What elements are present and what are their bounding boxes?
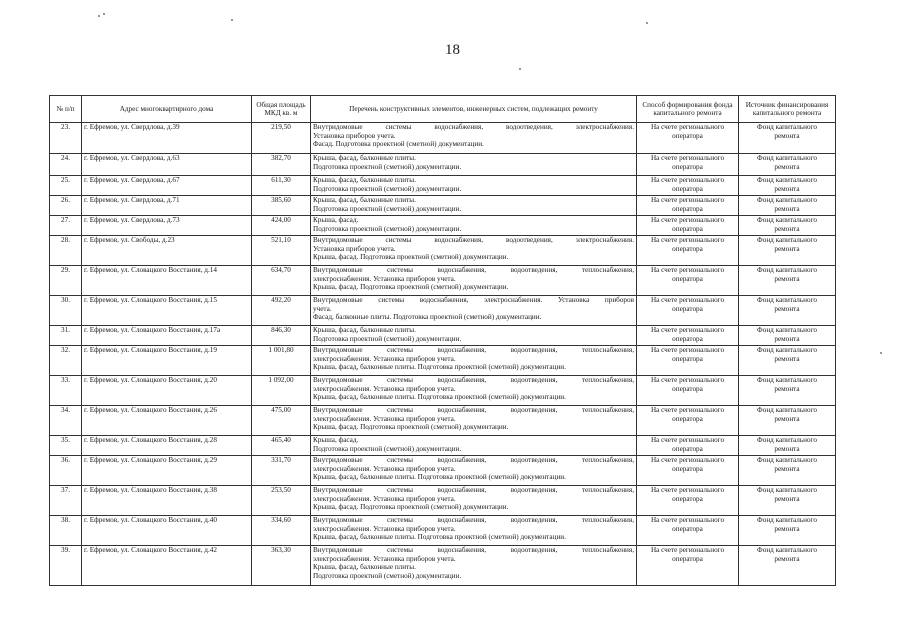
row-number: 32. [50, 346, 82, 376]
header-source: Источник финансирования капитального ремонта [739, 96, 836, 123]
work-line: Подготовка проектной (сметной) документации. [313, 162, 462, 171]
row-number: 37. [50, 486, 82, 516]
row-source [739, 266, 836, 296]
row-works [311, 376, 637, 406]
work-line: Внутридомовые системы водоснабжения, водоотведения, теплоснабжения, [313, 546, 634, 554]
method-line: На счете регионального [650, 346, 725, 354]
row-area: 424,00 [252, 216, 311, 236]
table-row [50, 266, 836, 296]
row-works [311, 346, 637, 376]
row-area: 634,70 [252, 266, 311, 296]
row-area: 1 092,00 [252, 376, 311, 406]
source-line: Фонд капитального [757, 406, 817, 414]
table-row [50, 436, 836, 456]
source-line: Фонд капитального [757, 236, 817, 244]
scan-speck [880, 352, 882, 354]
source-line: ремонта [774, 554, 800, 563]
row-address: г. Ефремов, ул. Словацкого Восстания, д.17а [82, 326, 252, 346]
table-row [50, 516, 836, 546]
row-source [739, 154, 836, 176]
row-area: 846,30 [252, 326, 311, 346]
method-line: оператора [672, 304, 703, 313]
row-works [311, 516, 637, 546]
table-row [50, 296, 836, 326]
source-line: ремонта [774, 244, 800, 253]
row-number: 31. [50, 326, 82, 346]
work-line: Крыша, фасад. Подготовка проектной (сметной) документации. [313, 253, 509, 261]
work-line: Внутридомовые системы водоснабжения, водоотведения, теплоснабжения, [313, 266, 634, 274]
source-line: ремонта [774, 184, 800, 193]
method-line: оператора [672, 354, 703, 363]
source-line: Фонд капитального [757, 123, 817, 131]
row-method [637, 456, 739, 486]
scan-speck [231, 19, 233, 21]
method-line: оператора [672, 524, 703, 533]
work-line: Крыша, фасад, балконные плиты. [313, 196, 416, 204]
row-address: г. Ефремов, ул. Словацкого Восстания, д.19 [82, 346, 252, 376]
scan-speck [98, 15, 100, 17]
row-address: г. Ефремов, ул. Свердлова, д.67 [82, 176, 252, 196]
header-num: № п/п [50, 96, 82, 123]
source-line: ремонта [774, 414, 800, 423]
work-line: Крыша, фасад, балконные плиты. Подготовка проектной (сметной) документации. [313, 533, 566, 541]
row-number: 39. [50, 546, 82, 586]
work-line: электроснабжения. Установка приборов учета. [313, 554, 456, 563]
table-row [50, 196, 836, 216]
row-area: 611,30 [252, 176, 311, 196]
work-line: Крыша, фасад, балконные плиты. [313, 563, 416, 571]
method-line: На счете регионального [650, 486, 725, 494]
method-line: На счете регионального [650, 236, 725, 244]
row-area: 253,50 [252, 486, 311, 516]
work-line: Крыша, фасад, балконные плиты. Подготовка проектной (сметной) документации. [313, 363, 566, 371]
row-works [311, 216, 637, 236]
row-address: г. Ефремов, ул. Словацкого Восстания, д.38 [82, 486, 252, 516]
row-address: г. Ефремов, ул. Свободы, д.23 [82, 236, 252, 266]
work-line: Подготовка проектной (сметной) документации. [313, 571, 462, 580]
row-number: 30. [50, 296, 82, 326]
row-source [739, 236, 836, 266]
source-line: Фонд капитального [757, 216, 817, 224]
row-method [637, 154, 739, 176]
source-line: Фонд капитального [757, 456, 817, 464]
source-line: Фонд капитального [757, 486, 817, 494]
row-works [311, 266, 637, 296]
source-line: Фонд капитального [757, 376, 817, 384]
work-line: Внутридомовые системы водоснабжения, водоотведения, теплоснабжения, [313, 516, 634, 524]
method-line: На счете регионального [650, 406, 725, 414]
row-address: г. Ефремов, ул. Словацкого Восстания, д.14 [82, 266, 252, 296]
method-line: На счете регионального [650, 123, 725, 131]
row-source [739, 346, 836, 376]
row-method [637, 486, 739, 516]
row-address: г. Ефремов, ул. Словацкого Восстания, д.40 [82, 516, 252, 546]
row-area: 521,10 [252, 236, 311, 266]
method-line: На счете регионального [650, 326, 725, 334]
row-works [311, 176, 637, 196]
header-method: Способ формирования фонда капитального ремонта [637, 96, 739, 123]
work-line: электроснабжения. Установка приборов учета. [313, 464, 456, 473]
source-line: ремонта [774, 204, 800, 213]
row-works [311, 196, 637, 216]
method-line: оператора [672, 244, 703, 253]
row-number: 28. [50, 236, 82, 266]
table-row [50, 376, 836, 406]
method-line: На счете регионального [650, 436, 725, 444]
source-line: Фонд капитального [757, 176, 817, 184]
work-line: Подготовка проектной (сметной) документации. [313, 334, 462, 343]
work-line: Крыша, фасад. [313, 216, 359, 224]
table-row [50, 326, 836, 346]
row-source [739, 296, 836, 326]
method-line: На счете регионального [650, 154, 725, 162]
table-row [50, 486, 836, 516]
row-method [637, 406, 739, 436]
method-line: оператора [672, 204, 703, 213]
row-address: г. Ефремов, ул. Словацкого Восстания, д.20 [82, 376, 252, 406]
source-line: ремонта [774, 162, 800, 171]
method-line: оператора [672, 444, 703, 453]
method-line: На счете регионального [650, 196, 725, 204]
row-number: 35. [50, 436, 82, 456]
source-line: ремонта [774, 304, 800, 313]
source-line: ремонта [774, 334, 800, 343]
row-method [637, 376, 739, 406]
work-line: Внутридомовые системы водоснабжения, водоотведения, теплоснабжения, [313, 376, 634, 384]
row-method [637, 546, 739, 586]
row-source [739, 376, 836, 406]
row-method [637, 326, 739, 346]
row-method [637, 516, 739, 546]
row-address: г. Ефремов, ул. Свердлова, д.39 [82, 123, 252, 154]
row-works [311, 406, 637, 436]
row-number: 36. [50, 456, 82, 486]
row-number: 24. [50, 154, 82, 176]
row-source [739, 196, 836, 216]
row-area: 219,50 [252, 123, 311, 154]
row-address: г. Ефремов, ул. Словацкого Восстания, д.26 [82, 406, 252, 436]
work-line: Крыша, фасад, балконные плиты. Подготовка проектной (сметной) документации. [313, 393, 566, 401]
row-method [637, 296, 739, 326]
row-works [311, 486, 637, 516]
source-line: ремонта [774, 524, 800, 533]
table-row [50, 176, 836, 196]
method-line: На счете регионального [650, 456, 725, 464]
row-method [637, 266, 739, 296]
work-line: Крыша, фасад, балконные плиты. Подготовка проектной (сметной) документации. [313, 473, 566, 481]
table-row [50, 236, 836, 266]
row-number: 26. [50, 196, 82, 216]
work-line: электроснабжения. Установка приборов учета. [313, 354, 456, 363]
page-number: 18 [445, 42, 460, 58]
work-line: Фасад. Подготовка проектной (сметной) документации. [313, 140, 484, 148]
source-line: Фонд капитального [757, 326, 817, 334]
table-row [50, 546, 836, 586]
row-source [739, 486, 836, 516]
row-number: 33. [50, 376, 82, 406]
row-method [637, 346, 739, 376]
row-address: г. Ефремов, ул. Словацкого Восстания, д.15 [82, 296, 252, 326]
row-method [637, 236, 739, 266]
method-line: На счете регионального [650, 376, 725, 384]
work-line: Внутридомовые системы водоснабжения, водоотведения, электроснабжения. [313, 123, 634, 131]
source-line: Фонд капитального [757, 154, 817, 162]
row-address: г. Ефремов, ул. Словацкого Восстания, д.42 [82, 546, 252, 586]
row-area: 334,60 [252, 516, 311, 546]
row-area: 465,40 [252, 436, 311, 456]
scan-speck [646, 22, 648, 24]
work-line: Подготовка проектной (сметной) документации. [313, 184, 462, 193]
method-line: оператора [672, 334, 703, 343]
work-line: Подготовка проектной (сметной) документации. [313, 444, 462, 453]
table-row [50, 346, 836, 376]
method-line: На счете регионального [650, 296, 725, 304]
row-works [311, 154, 637, 176]
row-area: 1 001,80 [252, 346, 311, 376]
header-address: Адрес многоквартирного дома [82, 96, 252, 123]
row-works [311, 456, 637, 486]
row-number: 25. [50, 176, 82, 196]
work-line: Крыша, фасад. Подготовка проектной (сметной) документации. [313, 423, 509, 431]
work-line: электроснабжения. Установка приборов учета. [313, 274, 456, 283]
work-line: Внутридомовые системы водоснабжения, водоотведения, теплоснабжения, [313, 346, 634, 354]
work-line: учета. [313, 304, 332, 313]
row-works [311, 296, 637, 326]
work-line: электроснабжения. Установка приборов учета. [313, 494, 456, 503]
source-line: Фонд капитального [757, 296, 817, 304]
row-works [311, 436, 637, 456]
source-line: Фонд капитального [757, 516, 817, 524]
work-line: Внутридомовые системы водоснабжения, электроснабжения. Установка приборов [313, 296, 634, 304]
source-line: ремонта [774, 384, 800, 393]
row-source [739, 456, 836, 486]
header-area: Общая площадь МКД кв. м [252, 96, 311, 123]
method-line: оператора [672, 162, 703, 171]
row-number: 38. [50, 516, 82, 546]
method-line: оператора [672, 464, 703, 473]
row-number: 34. [50, 406, 82, 436]
row-source [739, 546, 836, 586]
source-line: ремонта [774, 224, 800, 233]
table-row [50, 123, 836, 154]
row-source [739, 123, 836, 154]
header-works: Перечень конструктивных элементов, инженерных систем, подлежащих ремонту [311, 96, 637, 123]
source-line: ремонта [774, 444, 800, 453]
row-area: 385,60 [252, 196, 311, 216]
work-line: Крыша, фасад. Подготовка проектной (сметной) документации. [313, 283, 509, 291]
row-address: г. Ефремов, ул. Свердлова, д.63 [82, 154, 252, 176]
table-row [50, 456, 836, 486]
row-area: 363,30 [252, 546, 311, 586]
method-line: На счете регионального [650, 546, 725, 554]
work-line: Крыша, фасад. [313, 436, 359, 444]
row-source [739, 326, 836, 346]
work-line: Подготовка проектной (сметной) документации. [313, 224, 462, 233]
work-line: Внутридомовые системы водоснабжения, водоотведения, теплоснабжения, [313, 406, 634, 414]
table-row [50, 406, 836, 436]
work-line: Установка приборов учета. [313, 244, 396, 253]
row-address: г. Ефремов, ул. Свердлова, д.71 [82, 196, 252, 216]
row-address: г. Ефремов, ул. Словацкого Восстания, д.28 [82, 436, 252, 456]
method-line: оператора [672, 184, 703, 193]
work-line: электроснабжения. Установка приборов учета. [313, 414, 456, 423]
row-source [739, 216, 836, 236]
row-works [311, 123, 637, 154]
work-line: электроснабжения. Установка приборов учета. [313, 384, 456, 393]
method-line: оператора [672, 414, 703, 423]
source-line: Фонд капитального [757, 436, 817, 444]
row-method [637, 436, 739, 456]
table-header-row [50, 96, 836, 123]
work-line: Крыша, фасад, балконные плиты. [313, 154, 416, 162]
scan-speck [103, 13, 105, 15]
method-line: На счете регионального [650, 516, 725, 524]
source-line: ремонта [774, 354, 800, 363]
method-line: На счете регионального [650, 176, 725, 184]
method-line: оператора [672, 224, 703, 233]
row-number: 29. [50, 266, 82, 296]
row-method [637, 216, 739, 236]
work-line: Крыша, фасад. Подготовка проектной (сметной) документации. [313, 503, 509, 511]
source-line: Фонд капитального [757, 266, 817, 274]
work-line: Внутридомовые системы водоснабжения, водоотведения, теплоснабжения, [313, 486, 634, 494]
row-area: 475,00 [252, 406, 311, 436]
work-line: Внутридомовые системы водоснабжения, водоотведения, электроснабжения. [313, 236, 634, 244]
row-number: 23. [50, 123, 82, 154]
source-line: ремонта [774, 274, 800, 283]
method-line: На счете регионального [650, 216, 725, 224]
work-line: электроснабжения. Установка приборов учета. [313, 524, 456, 533]
work-line: Подготовка проектной (сметной) документации. [313, 204, 462, 213]
method-line: На счете регионального [650, 266, 725, 274]
row-area: 331,70 [252, 456, 311, 486]
row-works [311, 236, 637, 266]
row-method [637, 196, 739, 216]
repair-register-table [49, 95, 836, 586]
row-area: 382,70 [252, 154, 311, 176]
method-line: оператора [672, 131, 703, 140]
method-line: оператора [672, 554, 703, 563]
work-line: Фасад, балконные плиты. Подготовка проектной (сметной) документации. [313, 313, 542, 321]
method-line: оператора [672, 494, 703, 503]
source-line: ремонта [774, 464, 800, 473]
method-line: оператора [672, 274, 703, 283]
source-line: ремонта [774, 131, 800, 140]
source-line: Фонд капитального [757, 346, 817, 354]
work-line: Крыша, фасад, балконные плиты. [313, 176, 416, 184]
work-line: Установка приборов учета. [313, 131, 396, 140]
row-works [311, 546, 637, 586]
work-line: Крыша, фасад, балконные плиты. [313, 326, 416, 334]
source-line: ремонта [774, 494, 800, 503]
row-method [637, 176, 739, 196]
source-line: Фонд капитального [757, 546, 817, 554]
scan-speck [519, 68, 521, 70]
row-address: г. Ефремов, ул. Свердлова, д.73 [82, 216, 252, 236]
row-source [739, 436, 836, 456]
row-address: г. Ефремов, ул. Словацкого Восстания, д.29 [82, 456, 252, 486]
row-source [739, 516, 836, 546]
row-method [637, 123, 739, 154]
row-works [311, 326, 637, 346]
table-row [50, 154, 836, 176]
row-source [739, 406, 836, 436]
row-source [739, 176, 836, 196]
work-line: Внутридомовые системы водоснабжения, водоотведения, теплоснабжения, [313, 456, 634, 464]
method-line: оператора [672, 384, 703, 393]
table-row [50, 216, 836, 236]
source-line: Фонд капитального [757, 196, 817, 204]
table-body [50, 123, 836, 586]
row-number: 27. [50, 216, 82, 236]
row-area: 492,20 [252, 296, 311, 326]
